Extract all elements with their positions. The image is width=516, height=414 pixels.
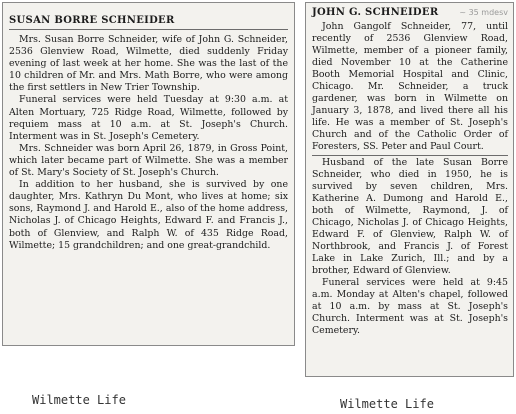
source-caption-left: Wilmette Life xyxy=(32,393,126,407)
obituary-paragraph: Funeral services were held Tuesday at 9:30 a.m. at Alten Mortuary, 725 Ridge Road, Wilmette, followed by requiem mass at 10 a.m. at St. Joseph's Church. Interment was in St. Joseph's Cemetery. xyxy=(9,94,288,142)
obituary-clipping-susan-borre-schneider xyxy=(2,2,295,346)
column-divider xyxy=(312,155,508,156)
obituary-headline: SUSAN BORRE SCHNEIDER xyxy=(9,15,288,30)
obituary-paragraph: Mrs. Schneider was born April 26, 1879, in Gross Point, which later became part of Wilmette. She was a member of St. Mary's Society of St. Joseph's Church. xyxy=(9,142,288,179)
obituary-paragraph: Funeral services were held at 9:45 a.m. Monday at Alten's chapel, followed at 10 a.m. by mass at St. Joseph's Church. Interment was at St. Joseph's Cemetery. xyxy=(312,276,508,337)
obituary-paragraph: Mrs. Susan Borre Schneider, wife of John G. Schneider, 2536 Glenview Road, Wilmette, died suddenly Friday evening of last week at her home. She was the last of the 10 children of Mr. and Mrs. Math Borre, who were among the first settlers in New Trier Township. xyxy=(9,34,288,94)
source-caption-right: Wilmette Life xyxy=(340,397,434,411)
archive-stamp: ~ 35 mdesv xyxy=(459,8,508,17)
obituary-clipping-john-g-schneider xyxy=(305,2,514,377)
obituary-headline-row xyxy=(312,7,508,21)
obituary-headline: JOHN G. SCHNEIDER xyxy=(312,7,439,18)
obituary-paragraph: Husband of the late Susan Borre Schneider, who died in 1950, he is survived by seven children, Mrs. Katherine A. Dumong and Harold E., both of Wilmette, Raymond, J. of Chicago, Nicholas J. of Chicago Heights, Edward F. of Glenview, Ralph W. of Northbrook, and Francis J. of Forest Lake in Lake Zurich, Ill.; and by a brother, Edward of Glenview. xyxy=(312,156,508,276)
obituary-paragraph: John Gangolf Schneider, 77, until recently of 2536 Glenview Road, Wilmette, member of a pioneer family, died November 10 at the Catherine Booth Memorial Hospital and Clinic, Chicago. Mr. Schneider, a truck gardener, was born in Wilmette on January 3, 1878, and lived there all his life. He was a member of St. Joseph's Church and of the Catholic Order of Foresters, SS. Peter and Paul Court. xyxy=(312,21,508,153)
obituary-paragraph: In addition to her husband, she is survived by one daughter, Mrs. Kathryn Du Mont, who lives at home; six sons, Raymond J. and Harold E., also of the home address, Nicholas J. of Chicago Heights, Edward F. and Francis J., both of Glenview, and Ralph W. of 435 Ridge Road, Wilmette; 15 grandchildren; and one great-grandchild. xyxy=(9,179,288,251)
